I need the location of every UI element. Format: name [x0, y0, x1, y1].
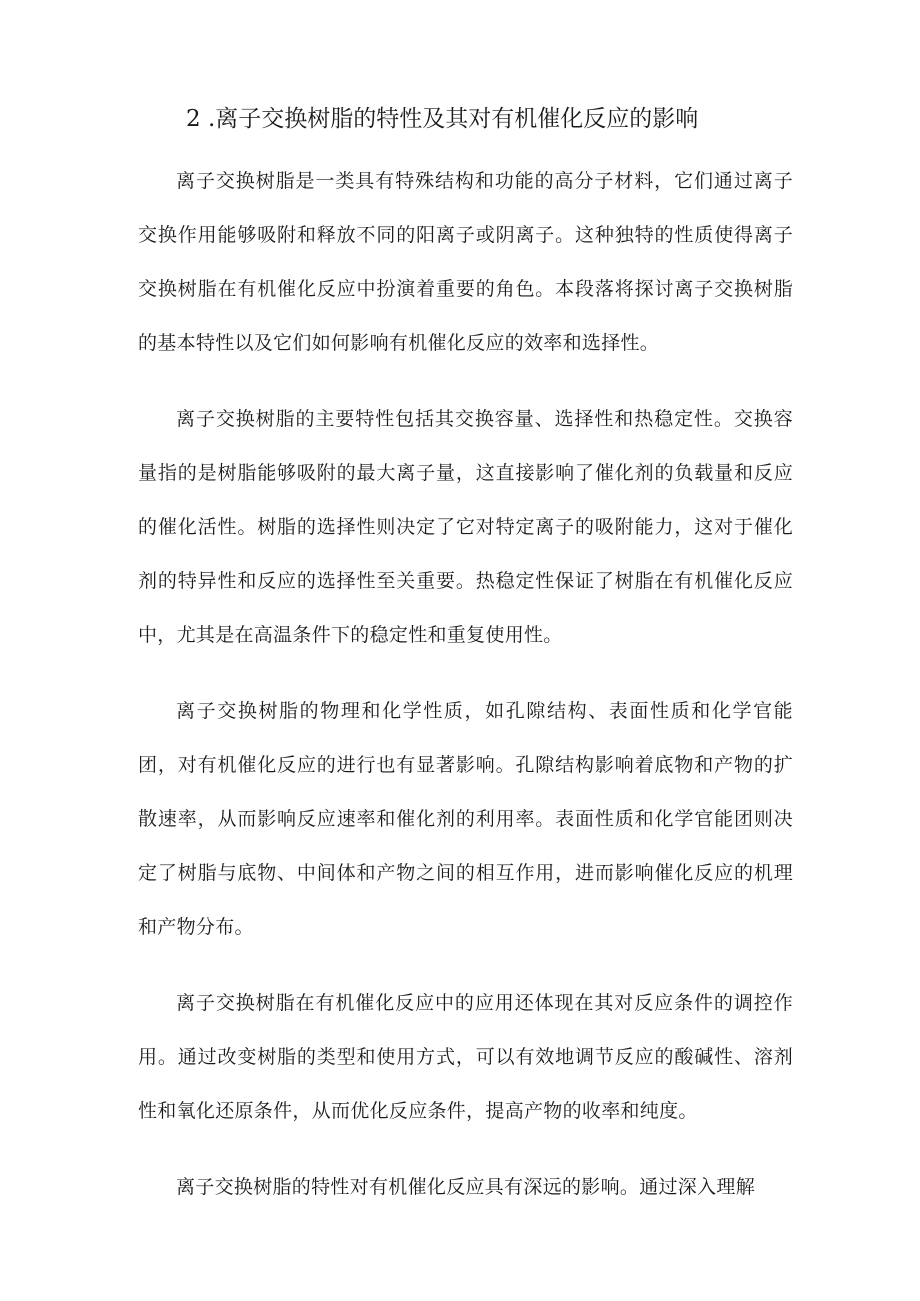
paragraph-2: 离子交换树脂的主要特性包括其交换容量、选择性和热稳定性。交换容量指的是树脂能够吸附的最大离子量，这直接影响了催化剂的负载量和反应的催化活性。树脂的选择性则决定了它对特定离子的吸附能力，这对于催化剂的特异性和反应的选择性至关重要。热稳定性保证了树脂在有机催化反应中，尤其是在高温条件下的稳定性和重复使用性。	[138, 408, 793, 646]
paragraph-1: 离子交换树脂是一类具有特殊结构和功能的高分子材料，它们通过离子交换作用能够吸附和释放不同的阳离子或阴离子。这种独特的性质使得离子交换树脂在有机催化反应中扮演着重要的角色。本段落将探讨离子交换树脂的基本特性以及它们如何影响有机催化反应的效率和选择性。	[138, 170, 793, 354]
paragraph-4: 离子交换树脂在有机催化反应中的应用还体现在其对反应条件的调控作用。通过改变树脂的类型和使用方式，可以有效地调节反应的酸碱性、溶剂性和氧化还原条件，从而优化反应条件，提高产物的收率和纯度。	[138, 992, 793, 1122]
section-title: 2 .离子交换树脂的特性及其对有机催化反应的影响	[186, 106, 699, 132]
paragraph-5: 离子交换树脂的特性对有机催化反应具有深远的影响。通过深入理解	[176, 1176, 756, 1198]
paragraph-3: 离子交换树脂的物理和化学性质，如孔隙结构、表面性质和化学官能团，对有机催化反应的进行也有显著影响。孔隙结构影响着底物和产物的扩散速率，从而影响反应速率和催化剂的利用率。表面性质和化学官能团则决定了树脂与底物、中间体和产物之间的相互作用，进而影响催化反应的机理和产物分布。	[138, 700, 793, 938]
document-body	[138, 154, 793, 1236]
